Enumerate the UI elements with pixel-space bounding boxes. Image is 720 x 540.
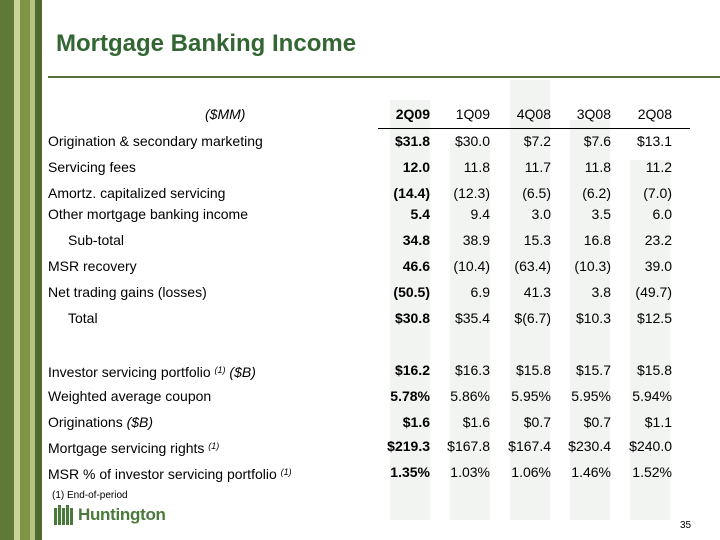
table-cell-2q09: 1.35% xyxy=(390,464,430,480)
table-cell-4q08: (6.5) xyxy=(522,185,551,201)
table-cell-1q09: $1.6 xyxy=(462,414,490,430)
row-label: MSR % of investor servicing portfolio $^{(1)}$ xyxy=(48,466,292,482)
table-cell-3q08: $10.3 xyxy=(575,310,611,326)
table-cell-1q09: 9.4 xyxy=(470,206,490,222)
table-cell-2q08: 1.52% xyxy=(632,464,672,480)
row-label: Other mortgage banking income xyxy=(48,206,248,222)
table-cell-2q09: (50.5) xyxy=(393,284,430,300)
table-cell-1q09: 6.9 xyxy=(470,284,490,300)
table-cell-4q08: $7.2 xyxy=(523,133,551,149)
column-header-4q08: 4Q08 xyxy=(516,106,551,122)
unit-label: ($B) xyxy=(229,364,256,380)
table-cell-4q08: $167.4 xyxy=(508,438,551,454)
table-cell-3q08: 5.95% xyxy=(571,388,611,404)
row-label: MSR recovery xyxy=(48,258,137,274)
decorative-side-stripes xyxy=(0,0,42,540)
column-header-2q09: 2Q09 xyxy=(395,106,430,122)
table-cell-1q09: 1.03% xyxy=(450,464,490,480)
table-cell-2q08: 39.0 xyxy=(644,258,672,274)
table-cell-3q08: 3.8 xyxy=(591,284,611,300)
footnote-marker: (1) xyxy=(214,365,226,375)
table-cell-4q08: 5.95% xyxy=(511,388,551,404)
table-cell-2q09: $16.2 xyxy=(394,362,430,378)
table-cell-2q08: $15.8 xyxy=(636,362,672,378)
table-cell-3q08: 11.8 xyxy=(584,159,611,175)
table-cell-2q09: $219.3 xyxy=(387,438,430,454)
table-cell-2q09: 5.78% xyxy=(390,388,430,404)
row-label: Total xyxy=(68,310,98,326)
row-label: Net trading gains (losses) xyxy=(48,284,207,300)
table-cell-1q09: (10.4) xyxy=(453,258,490,274)
table-cell-4q08: $(6.7) xyxy=(514,310,551,326)
footnote: (1) End-of-period xyxy=(52,490,128,501)
footnote-marker: (1) xyxy=(280,467,292,477)
table-cell-3q08: 16.8 xyxy=(583,232,611,248)
table-cell-2q09: $1.6 xyxy=(402,414,430,430)
table-cell-2q08: 6.0 xyxy=(652,206,672,222)
table-cell-1q09: (12.3) xyxy=(453,185,490,201)
row-label: Servicing fees xyxy=(48,159,136,175)
table-cell-2q08: $13.1 xyxy=(636,133,672,149)
table-cell-2q08: $1.1 xyxy=(644,414,672,430)
row-label: Investor servicing portfolio $^{(1)}$ ($B) xyxy=(48,364,256,380)
table-cell-3q08: (6.2) xyxy=(582,185,611,201)
table-cell-1q09: $167.8 xyxy=(447,438,490,454)
logo-text: Huntington xyxy=(78,505,166,524)
column-header-1q09: 1Q09 xyxy=(455,106,490,122)
table-cell-2q09: (14.4) xyxy=(393,185,430,201)
table-cell-2q08: (7.0) xyxy=(643,185,672,201)
row-label: Sub-total xyxy=(68,232,125,248)
table-cell-3q08: $230.4 xyxy=(568,438,611,454)
row-label: Amortz. capitalized servicing xyxy=(48,185,226,201)
column-header-2q08: 2Q08 xyxy=(637,106,672,122)
table-cell-1q09: $16.3 xyxy=(454,362,490,378)
table-cell-2q09: $30.8 xyxy=(394,310,430,326)
table-cell-2q09: 46.6 xyxy=(402,258,430,274)
table-cell-3q08: 1.46% xyxy=(571,464,611,480)
table-cell-4q08: (63.4) xyxy=(514,258,551,274)
table-cell-1q09: 5.86% xyxy=(450,388,490,404)
header-divider xyxy=(378,128,690,129)
table-cell-3q08: (10.3) xyxy=(574,258,611,274)
table-cell-1q09: $35.4 xyxy=(454,310,490,326)
table-cell-3q08: $0.7 xyxy=(583,414,611,430)
table-cell-3q08: $7.6 xyxy=(583,133,611,149)
footnote-marker: (1) xyxy=(208,441,220,451)
table-cell-2q08: 23.2 xyxy=(644,232,672,248)
table-cell-4q08: 11.7 xyxy=(524,159,551,175)
table-cell-2q09: $31.8 xyxy=(394,133,430,149)
table-cell-1q09: 11.8 xyxy=(463,159,490,175)
table-cell-2q08: $12.5 xyxy=(636,310,672,326)
table-cell-4q08: $15.8 xyxy=(515,362,551,378)
table-cell-2q09: 5.4 xyxy=(410,206,430,222)
table-cell-3q08: $15.7 xyxy=(575,362,611,378)
table-cell-4q08: 1.06% xyxy=(511,464,551,480)
table-cell-2q08: 11.2 xyxy=(645,159,672,175)
column-header-3q08: 3Q08 xyxy=(576,106,611,122)
page-number: 35 xyxy=(680,520,692,531)
unit-label: ($B) xyxy=(126,414,154,430)
table-cell-4q08: 15.3 xyxy=(523,232,551,248)
table-cell-4q08: 41.3 xyxy=(523,284,551,300)
row-label: Weighted average coupon xyxy=(48,388,212,404)
table-cell-1q09: 38.9 xyxy=(462,232,490,248)
row-label: Origination & secondary marketing xyxy=(48,133,263,149)
table-cell-4q08: $0.7 xyxy=(523,414,551,430)
page-title: Mortgage Banking Income xyxy=(56,30,357,57)
row-label: Mortgage servicing rights $^{(1)}$ xyxy=(48,440,220,456)
table-cell-2q09: 34.8 xyxy=(402,232,430,248)
table-cell-1q09: $30.0 xyxy=(454,133,490,149)
table-cell-2q08: 5.94% xyxy=(632,388,672,404)
row-label: Originations ($B) xyxy=(48,414,154,430)
units-label: ($MM) xyxy=(205,106,246,122)
table-cell-3q08: 3.5 xyxy=(591,206,611,222)
huntington-logo xyxy=(54,505,166,525)
table-cell-2q08: $240.0 xyxy=(629,438,672,454)
table-cell-2q09: 12.0 xyxy=(402,159,430,175)
table-cell-2q08: (49.7) xyxy=(635,284,672,300)
logo-mark-icon xyxy=(54,505,74,525)
table-cell-4q08: 3.0 xyxy=(531,206,551,222)
title-divider xyxy=(48,76,720,78)
